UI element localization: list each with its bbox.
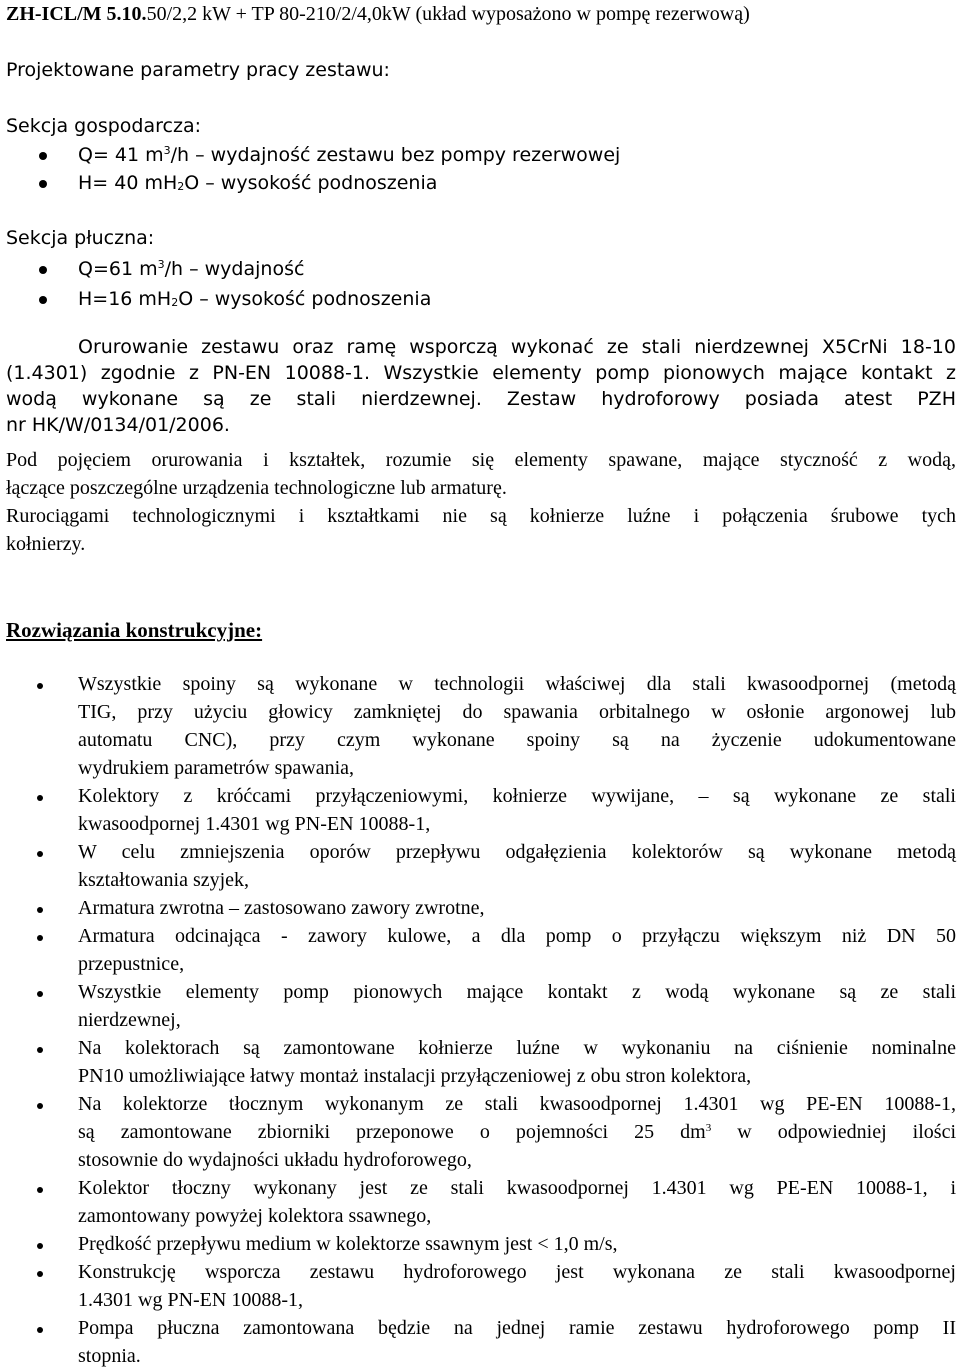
list-item: Q= 41 $m^3/h$ – wydajność zestawu bez pompy rezerwowej: [0, 142, 960, 168]
list-item: H= 40 $mH_2O$ – wysokość podnoszenia: [0, 170, 960, 196]
document-page: ZH-ICL/M 5.10.50/2,2 kW + TP 80-210/2/4,0kW (układ wyposażono w pompę rezerwową) Projektowane parametry pracy zestawu: Sekcja gospodarcza: Q= 41 $m^3/h$ – wydajność zestawu bez pompy rezerwowej H= 40 $mH_2O$ – wysokość podnoszenia Sekcja płuczna: Q=61 $m^3/h$ – wydajność H=16 $mH_2O$ – wysokość podnoszenia Orurowanie zestawu oraz ramę wsporczą wykonać ze stali nierdzewnej X5CrNi 18-10 (1.4301) zgodnie z PN-EN 10088-1. Wszystkie elementy pomp pionowych mające kontakt z wodą wykonane są ze stali nierdzewnej. Zestaw hydroforowy posiada atest PZH nr HK/W/0134/01/2006. Pod pojęciem orurowania i kształtek, rozumie się elementy spawane, mające styczność z wodą, łączące poszczególne urządzenia technologiczne lub armaturę. Rurociągami technologicznymi i kształtkami nie są kołnierze luźne i połączenia śrubowe tych kołnierzy. Rozwiązania konstrukcyjne: Wszystkie spoiny są wykonane w technologii właściwej dla stali kwasoodpornej (metodą TIG, przy użyciu głowicy zamkniętej do spawania orbitalnego w osłonie argonowej lub automatu CNC), przy czym wykonane spoiny są na życzenie udokumentowane wydrukiem parametrów spawania, Kolektory z króćcami przyłączeniowymi, kołnierze wywijane, – są wykonane ze stali kwasoodpornej 1.4301 wg PN-EN 10088-1, W celu zmniejszenia oporów przepływu odgałęzienia kolektorów są wykonane metodą kształtowania szyjek, Armatura zwrotna – zastosowano zawory zwrotne, Armatura odcinająca - zawory kulowe, a dla pomp o przyłączu większym niż DN 50 przepustnice, Wszystkie elementy pomp pionowych mające kontakt z wodą wykonane są ze stali nierdzewnej, Na kolektorach są zamontowane kołnierze luźne w wykonaniu na ciśnienie nominalne PN10 umożliwiające łatwy montaż instalacji przyłączeniowej z obu stron kolektora, Na kolektorze tłocznym wykonanym ze stali kwasoodpornej 1.4301 wg PE-EN 10088-1, są zamontowane zbiorniki przeponowe o pojemności 25 $dm^3$ w odpowiedniej ilości stosownie do wydajności układu hydroforowego, Kolektor tłoczny wykonany jest ze stali kwasoodpornej 1.4301 wg PE-EN 10088-1, i zamontowany powyżej kolektora ssawnego, Prędkość przepływu medium w kolektorze ssawnym jest < 1,0 m/s, Konstrukcję wsporcza zestawu hydroforowego jest wykonana ze stali kwasoodpornej 1.4301 wg PN-EN 10088-1, Pompa płuczna zamontowana będzie na jednej ramie zestawu hydroforowego pomp II stopnia.: [0, 0, 960, 1370]
document-title: [6, 2, 750, 26]
bullet-icon: [37, 795, 43, 801]
section-flushing-label: Sekcja płuczna:: [6, 227, 155, 249]
bullet-icon: [39, 180, 47, 188]
bullet-icon: [37, 1187, 43, 1193]
bullet-icon: [37, 907, 43, 913]
exclusion-paragraph: Rurociągami technologicznymi i kształtkami nie są kołnierze luźne i połączenia śrubowe tych kołnierzy.: [6, 505, 956, 555]
bullet-icon: [37, 1047, 43, 1053]
bullet-icon: [37, 1243, 43, 1249]
section-household-label: Sekcja gospodarcza:: [6, 115, 201, 137]
bullet-icon: [37, 1271, 43, 1277]
bullet-icon: [39, 296, 47, 304]
title-model-code: ZH-ICL/M 5.10.: [6, 3, 147, 25]
designed-params-label: Projektowane parametry pracy zestawu:: [6, 59, 390, 81]
bullet-icon: [39, 266, 47, 274]
bullet-icon: [37, 1327, 43, 1333]
definition-paragraph: Pod pojęciem orurowania i kształtek, rozumie się elementy spawane, mające styczność z wodą, łączące poszczególne urządzenia technologiczne lub armaturę.: [6, 449, 956, 499]
title-description: 50/2,2 kW + TP 80-210/2/4,0kW (układ wyposażono w pompę rezerwową): [146, 3, 750, 25]
bullet-icon: [39, 152, 47, 160]
bullet-icon: [37, 851, 43, 857]
list-item: H=16 $mH_2O$ – wysokość podnoszenia: [0, 286, 960, 312]
bullet-icon: [37, 991, 43, 997]
materials-paragraph: Orurowanie zestawu oraz ramę wsporczą wykonać ze stali nierdzewnej X5CrNi 18-10 (1.4301) zgodnie z PN-EN 10088-1. Wszystkie elementy pomp pionowych mające kontakt z wodą wykonane są ze stali nierdzewnej. Zestaw hydroforowy posiada atest PZH nr HK/W/0134/01/2006.: [6, 336, 956, 436]
bullet-icon: [37, 683, 43, 689]
construction-heading: Rozwiązania konstrukcyjne:: [6, 618, 263, 642]
bullet-icon: [37, 935, 43, 941]
list-item: Q=61 $m^3/h$ – wydajność: [0, 256, 960, 282]
bullet-icon: [37, 1103, 43, 1109]
